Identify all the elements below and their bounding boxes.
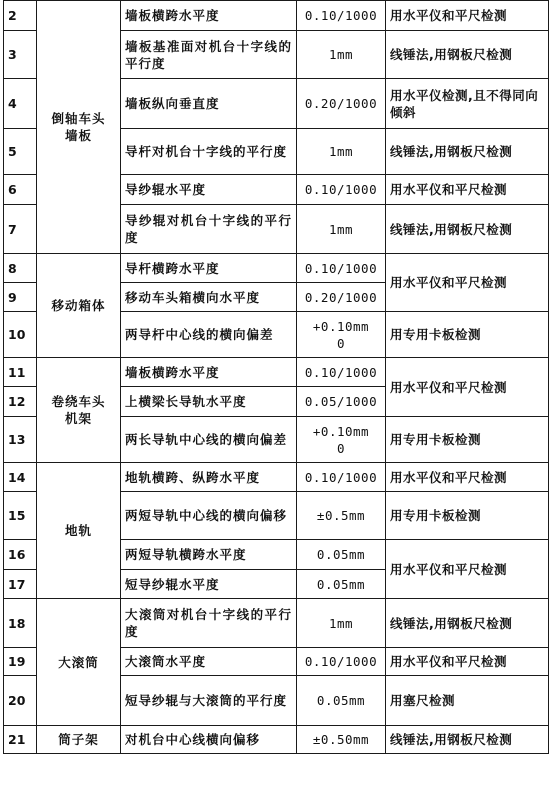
check-item: 墙板横跨水平度 [121,358,297,387]
table-row [4,599,549,648]
check-item: 两导杆中心线的横向偏差 [121,312,297,358]
tolerance-lower: 0 [336,335,346,351]
tolerance: ±0.5mm [297,492,386,540]
check-item: 导纱辊对机台十字线的平行度 [121,205,297,254]
row-number: 2 [4,1,37,31]
check-item: 墙板基准面对机台十字线的平行度 [121,31,297,79]
tolerance: 0.10/1000 [297,463,386,492]
row-number: 4 [4,79,37,129]
row-number: 14 [4,463,37,492]
check-item: 短导纱辊水平度 [121,570,297,599]
check-item: 上横梁长导轨水平度 [121,387,297,417]
tolerance: 0.10/1000 [297,648,386,676]
row-number: 12 [4,387,37,417]
table-row [4,358,549,387]
tolerance: 0.05/1000 [297,387,386,417]
tolerance: 0.10/1000 [297,175,386,205]
row-number: 20 [4,676,37,726]
tolerance: 0.20/1000 [297,283,386,312]
group-label-line: 倒轴车头 [51,111,106,126]
check-item: 对机台中心线横向偏移 [121,726,297,754]
check-method: 用水平仪检测,且不得同向倾斜 [386,79,549,129]
check-item: 大滚筒对机台十字线的平行度 [121,599,297,648]
check-item: 大滚筒水平度 [121,648,297,676]
check-method: 用水平仪和平尺检测 [386,254,549,312]
row-number: 9 [4,283,37,312]
tolerance-lower: 0 [336,440,346,456]
table-row [4,254,549,283]
check-method: 用水平仪和平尺检测 [386,1,549,31]
row-number: 17 [4,570,37,599]
check-method: 用水平仪和平尺检测 [386,175,549,205]
check-method: 用水平仪和平尺检测 [386,463,549,492]
check-item: 两长导轨中心线的横向偏差 [121,417,297,463]
group-label-line: 卷绕车头 [51,394,106,409]
row-number: 18 [4,599,37,648]
check-item: 地轨横跨、纵跨水平度 [121,463,297,492]
check-item: 短导纱辊与大滚筒的平行度 [121,676,297,726]
check-method: 用专用卡板检测 [386,312,549,358]
row-number: 10 [4,312,37,358]
group-label-line: 墙板 [64,128,92,143]
group-label-line: 机架 [64,411,92,426]
check-method: 用水平仪和平尺检测 [386,358,549,417]
tolerance: 0.05mm [297,540,386,570]
group-label [37,1,121,254]
tolerance: 1mm [297,31,386,79]
check-method: 线锤法,用钢板尺检测 [386,31,549,79]
tolerance: 0.10/1000 [297,254,386,283]
check-method: 用水平仪和平尺检测 [386,648,549,676]
check-method: 线锤法,用钢板尺检测 [386,129,549,175]
row-number: 11 [4,358,37,387]
tolerance [297,417,386,463]
inspection-table [3,0,549,754]
row-number: 19 [4,648,37,676]
check-method: 线锤法,用钢板尺检测 [386,726,549,754]
tolerance-upper: +0.10mm [312,423,370,439]
check-item: 墙板纵向垂直度 [121,79,297,129]
row-number: 3 [4,31,37,79]
row-number: 16 [4,540,37,570]
row-number: 13 [4,417,37,463]
check-method: 用专用卡板检测 [386,417,549,463]
row-number: 15 [4,492,37,540]
tolerance: 0.10/1000 [297,1,386,31]
group-label: 地轨 [37,463,121,599]
tolerance: 1mm [297,129,386,175]
group-label: 移动箱体 [37,254,121,358]
row-number: 8 [4,254,37,283]
table-row [4,726,549,754]
check-method: 用塞尺检测 [386,676,549,726]
group-label: 大滚筒 [37,599,121,726]
check-item: 导纱辊水平度 [121,175,297,205]
table-row [4,1,549,31]
row-number: 5 [4,129,37,175]
check-item: 墙板横跨水平度 [121,1,297,31]
tolerance [297,312,386,358]
check-method: 用专用卡板检测 [386,492,549,540]
tolerance: ±0.50mm [297,726,386,754]
tolerance: 0.05mm [297,570,386,599]
check-method: 用水平仪和平尺检测 [386,540,549,599]
check-method: 线锤法,用钢板尺检测 [386,205,549,254]
check-item: 导杆对机台十字线的平行度 [121,129,297,175]
tolerance: 1mm [297,599,386,648]
table-row [4,463,549,492]
row-number: 7 [4,205,37,254]
tolerance: 0.10/1000 [297,358,386,387]
tolerance: 0.05mm [297,676,386,726]
row-number: 6 [4,175,37,205]
check-item: 导杆横跨水平度 [121,254,297,283]
check-method: 线锤法,用钢板尺检测 [386,599,549,648]
check-item: 移动车头箱横向水平度 [121,283,297,312]
check-item: 两短导轨横跨水平度 [121,540,297,570]
group-label [37,358,121,463]
tolerance-upper: +0.10mm [312,318,370,334]
row-number: 21 [4,726,37,754]
tolerance: 0.20/1000 [297,79,386,129]
tolerance: 1mm [297,205,386,254]
check-item: 两短导轨中心线的横向偏移 [121,492,297,540]
group-label: 筒子架 [37,726,121,754]
